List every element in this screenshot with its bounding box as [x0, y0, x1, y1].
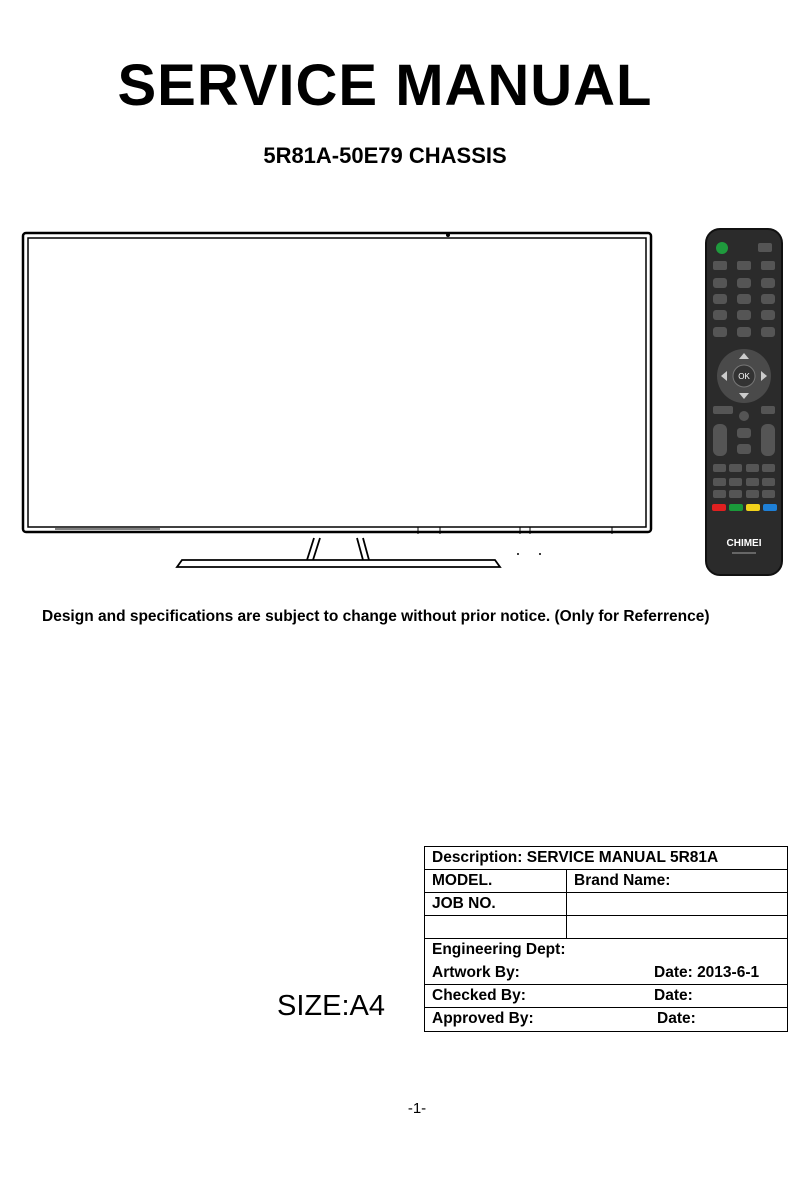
- channel-rocker: [761, 424, 775, 456]
- tv-illustration: [20, 230, 656, 575]
- mute-button: [758, 243, 772, 252]
- page-number: -1-: [407, 1100, 427, 1117]
- job-no-value: [566, 893, 787, 915]
- approved-date: Date:: [657, 1010, 696, 1027]
- red-key: [712, 504, 726, 511]
- artwork-date: Date: 2013-6-1: [654, 964, 760, 981]
- artwork-row: [425, 962, 787, 985]
- engineering-row: [425, 939, 787, 962]
- ok-label: OK: [738, 372, 750, 381]
- checked-by-label: Checked By:: [432, 987, 526, 1004]
- blank-row: [425, 916, 787, 939]
- checked-row: [425, 985, 787, 1008]
- job-row: [425, 893, 787, 916]
- title-block-table: [424, 846, 788, 1032]
- model-row: [425, 870, 787, 893]
- description-row: [425, 847, 787, 870]
- disclaimer-notice: Design and specifications are subject to change without prior notice. (Only for Referrence): [42, 608, 710, 625]
- model-label: MODEL.: [432, 872, 493, 889]
- checked-date: Date:: [654, 987, 693, 1004]
- paper-size-label: SIZE:A4: [277, 990, 385, 1022]
- tv-stand-base: [177, 560, 500, 567]
- chassis-subtitle: 5R81A-50E79 CHASSIS: [263, 143, 507, 168]
- remote-control-illustration: [704, 228, 784, 576]
- job-no-label: JOB NO.: [432, 895, 496, 912]
- power-button: [716, 242, 728, 254]
- description-cell: Description: SERVICE MANUAL 5R81A: [432, 849, 719, 866]
- tv-outer-frame: [23, 233, 651, 532]
- tv-stand-legs: [307, 538, 369, 560]
- remote-brand-logo: CHIMEI: [726, 538, 762, 549]
- engineering-dept-label: Engineering Dept:: [432, 941, 566, 958]
- approved-row: [425, 1008, 787, 1031]
- brand-name-label: Brand Name:: [566, 870, 787, 892]
- yellow-key: [746, 504, 760, 511]
- approved-by-label: Approved By:: [432, 1010, 534, 1027]
- green-key: [729, 504, 743, 511]
- blue-key: [763, 504, 777, 511]
- volume-rocker: [713, 424, 727, 456]
- artwork-by-label: Artwork By:: [432, 964, 520, 981]
- tv-sensor-dot: [446, 233, 450, 237]
- document-title: SERVICE MANUAL: [117, 53, 653, 118]
